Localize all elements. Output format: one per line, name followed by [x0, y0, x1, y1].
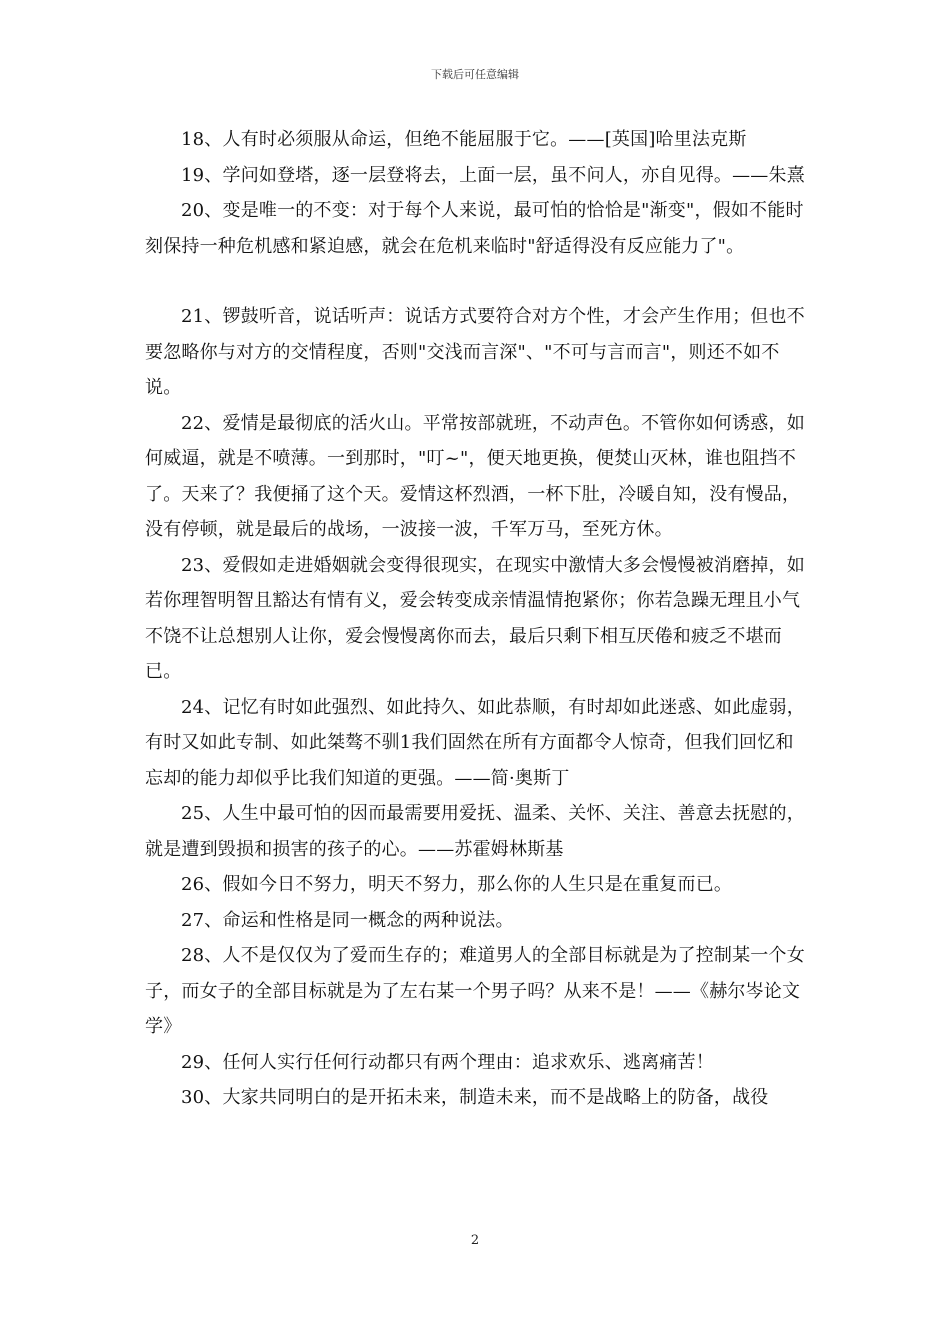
paragraph-24: 24、记忆有时如此强烈、如此持久、如此恭顺，有时却如此迷惑、如此虚弱，有时又如此专制、如此桀骜不驯1我们固然在所有方面都令人惊奇，但我们回忆和忘却的能力却似乎比我们知道的更强。——简·奥斯丁: [145, 696, 805, 789]
paragraph-26: 26、假如今日不努力，明天不努力，那么你的人生只是在重复而已。: [181, 874, 733, 895]
page-header: 下载后可任意编辑: [431, 68, 519, 81]
paragraph-29: 29、任何人实行任何行动都只有两个理由：追求欢乐、逃离痛苦！: [181, 1051, 714, 1073]
paragraph-19: 19、学问如登塔，逐一层登将去，上面一层，虽不问人，亦自见得。——朱熹: [181, 164, 805, 186]
paragraph-30: 30、大家共同明白的是开拓未来，制造未来，而不是战略上的防备，战役: [181, 1087, 769, 1108]
document-body: [145, 122, 809, 1116]
paragraph-28: 28、人不是仅仅为了爱而生存的；难道男人的全部目标就是为了控制某一个女子，而女子的全部目标就是为了左右某一个男子吗？从来不是！——《赫尔岑论文学》: [145, 945, 805, 1037]
paragraph-23: 23、爱假如走进婚姻就会变得很现实，在现实中激情大多会慢慢被消磨掉，如若你理智明智且豁达有情有义，爱会转变成亲情温情抱紧你；你若急躁无理且小气不饶不让总想别人让你，爱会慢慢离你而去，最后只剩下相互厌倦和疲乏不堪而已。: [145, 554, 805, 682]
paragraph-22: 22、爱情是最彻底的活火山。平常按部就班，不动声色。不管你如何诱惑，如何威逼，就是不喷薄。一到那时，"叮~"，便天地更换，便焚山灭林，谁也阻挡不了。天来了？我便捅了这个天。爱情这杯烈酒，一杯下肚，冷暖自知，没有慢品，没有停顿，就是最后的战场，一波接一波，千军万马，至死方休。: [145, 412, 805, 540]
paragraph-27: 27、命运和性格是同一概念的两种说法。: [181, 909, 514, 931]
paragraph-18: 18、人有时必须服从命运，但绝不能屈服于它。——[英国]哈里法克斯: [181, 129, 747, 150]
paragraph-21: 21、锣鼓听音，说话听声：说话方式要符合对方个性，才会产生作用；但也不要忽略你与对方的交情程度，否则"交浅而言深"、"不可与言而言"，则还不如不说。: [145, 306, 805, 398]
paragraph-20: 20、变是唯一的不变：对于每个人来说，最可怕的恰恰是"渐变"，假如不能时刻保持一种危机感和紧迫感，就会在危机来临时"舒适得没有反应能力了"。: [145, 200, 804, 257]
page-number: 2: [470, 1233, 480, 1248]
paragraph-25: 25、人生中最可怕的因而最需要用爱抚、温柔、关怀、关注、善意去抚慰的，就是遭到毁损和损害的孩子的心。——苏霍姆林斯基: [145, 803, 805, 860]
